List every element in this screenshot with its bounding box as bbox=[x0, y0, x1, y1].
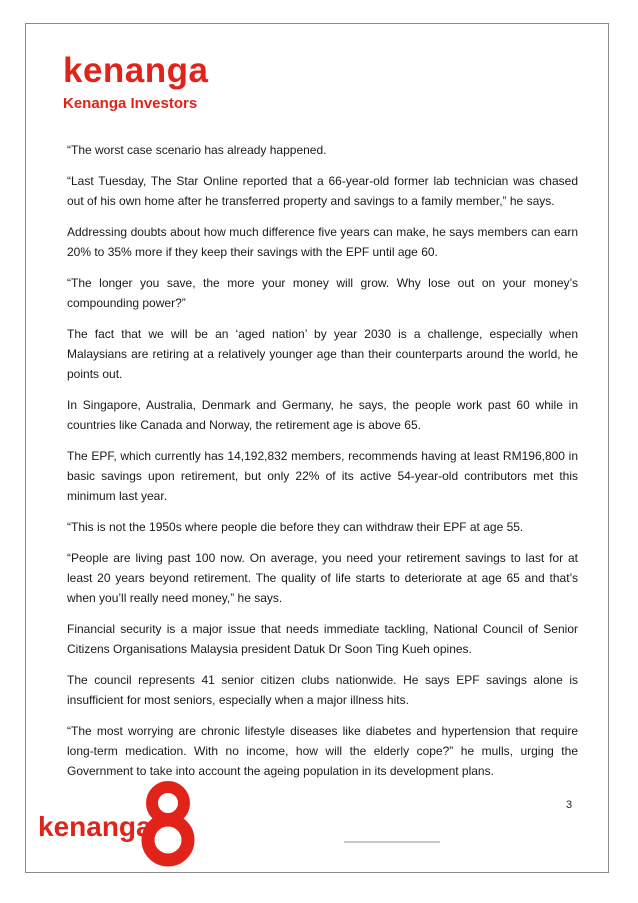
paragraph: In Singapore, Australia, Denmark and Germany, he says, the people work past 60 while in countries like Canada and Norway, the retirement age is above 65. bbox=[67, 398, 578, 432]
paragraph: “The most worrying are chronic lifestyle diseases like diabetes and hypertension that require long-term medication. With no income, how will the elderly cope?” he mulls, urging the Government to take into account the ageing population in its development plans. bbox=[67, 724, 578, 778]
paragraph: “Last Tuesday, The Star Online reported that a 66-year-old former lab technician was chased out of his own home after he transferred property and savings to a family member,” he says. bbox=[67, 174, 578, 208]
footer-logo-wordmark: kenanga bbox=[38, 811, 152, 842]
paragraph: “People are living past 100 now. On average, you need your retirement savings to last for at least 20 years beyond retirement. The quality of life starts to deteriorate at age 65 and that’s when you’ll really need money,” he says. bbox=[67, 551, 578, 605]
logo-subtitle: Kenanga Investors bbox=[63, 95, 198, 112]
paragraph: The fact that we will be an ‘aged nation’ by year 2030 is a challenge, especially when Malaysians are retiring at a relatively younger age than their counterparts around the world, he points out. bbox=[67, 327, 578, 381]
paragraph: “The worst case scenario has already happened. bbox=[67, 143, 327, 157]
paragraph: The EPF, which currently has 14,192,832 members, recommends having at least RM196,800 in basic savings upon retirement, but only 22% of its active 54-year-old contributors met this minimum last year. bbox=[67, 449, 578, 503]
paragraph: “This is not the 1950s where people die before they can withdraw their EPF at age 55. bbox=[67, 520, 524, 534]
article-body bbox=[67, 140, 578, 792]
paragraph: “The longer you save, the more your money will grow. Why lose out on your money’s compounding power?” bbox=[67, 276, 578, 310]
logo-wordmark: kenanga bbox=[63, 51, 209, 90]
paragraph: The council represents 41 senior citizen clubs nationwide. He says EPF savings alone is insufficient for most seniors, especially when a major illness hits. bbox=[67, 673, 578, 707]
page-number: 3 bbox=[566, 799, 573, 811]
paragraph: Addressing doubts about how much difference five years can make, he says members can earn 20% to 35% more if they keep their savings with the EPF until age 60. bbox=[67, 225, 578, 259]
paragraph: Financial security is a major issue that needs immediate tackling, National Council of Senior Citizens Organisations Malaysia president Datuk Dr Soon Ting Kueh opines. bbox=[67, 622, 578, 656]
footer-divider bbox=[344, 841, 440, 843]
header-logo bbox=[63, 52, 209, 113]
footer-eight-graphic bbox=[138, 778, 198, 868]
